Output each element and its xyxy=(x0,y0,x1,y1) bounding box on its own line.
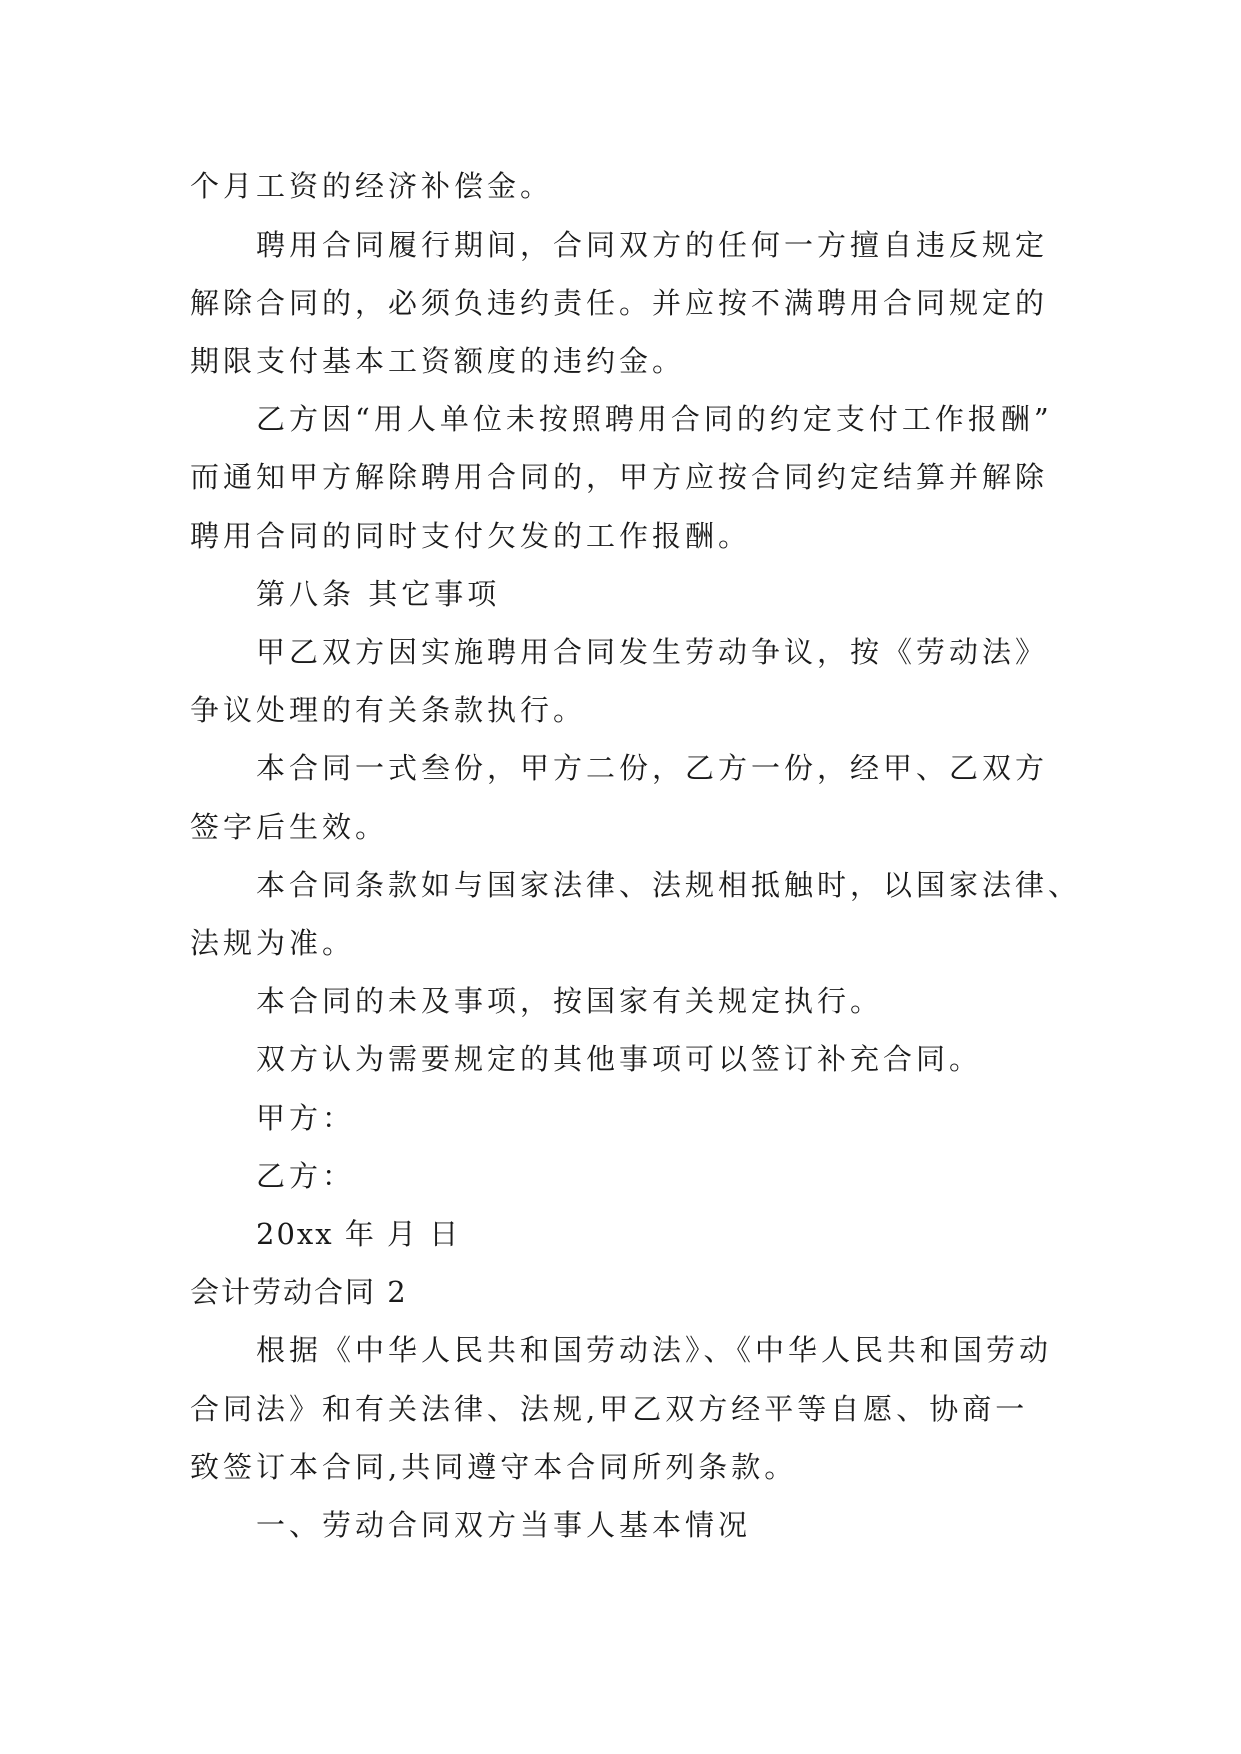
section-title: 会计劳动合同 2 xyxy=(190,1275,408,1309)
text-line: 而通知甲方解除聘用合同的，甲方应按合同约定结算并解除 xyxy=(190,460,1049,494)
text-line: 签字后生效。 xyxy=(190,810,389,844)
text-line: 个月工资的经济补偿金。 xyxy=(190,169,554,203)
paragraph-start: 甲乙双方因实施聘用合同发生劳动争议，按《劳动法》 xyxy=(256,635,1049,669)
paragraph-start: 根据《中华人民共和国劳动法》、《中华人民共和国劳动 xyxy=(256,1333,1053,1367)
paragraph-start: 聘用合同履行期间，合同双方的任何一方擅自违反规定 xyxy=(256,228,1049,262)
text-line: 法规为准。 xyxy=(190,926,356,960)
paragraph-start: 乙方因“用人单位未按照聘用合同的约定支付工作报酬” xyxy=(256,402,1053,436)
paragraph-start: 双方认为需要规定的其他事项可以签订补充合同。 xyxy=(256,1042,983,1076)
text-line: 解除合同的，必须负违约责任。并应按不满聘用合同规定的 xyxy=(190,286,1049,320)
text-line: 期限支付基本工资额度的违约金。 xyxy=(190,344,686,378)
subsection-heading: 一、劳动合同双方当事人基本情况 xyxy=(256,1508,752,1542)
paragraph-start: 本合同条款如与国家法律、法规相抵触时，以国家法律、 xyxy=(256,868,1082,902)
party-a-signature-label: 甲方： xyxy=(256,1101,356,1135)
date-line: 20xx 年 月 日 xyxy=(256,1217,461,1251)
article-heading: 第八条 其它事项 xyxy=(256,577,501,611)
text-line: 致签订本合同,共同遵守本合同所列条款。 xyxy=(190,1450,798,1484)
paragraph-start: 本合同的未及事项，按国家有关规定执行。 xyxy=(256,984,884,1018)
party-b-signature-label: 乙方： xyxy=(256,1159,356,1193)
text-line: 聘用合同的同时支付欠发的工作报酬。 xyxy=(190,519,752,553)
text-line: 合同法》和有关法律、法规,甲乙双方经平等自愿、协商一 xyxy=(190,1392,1029,1426)
paragraph-start: 本合同一式叁份，甲方二份，乙方一份，经甲、乙双方 xyxy=(256,751,1049,785)
text-line: 争议处理的有关条款执行。 xyxy=(190,693,587,727)
